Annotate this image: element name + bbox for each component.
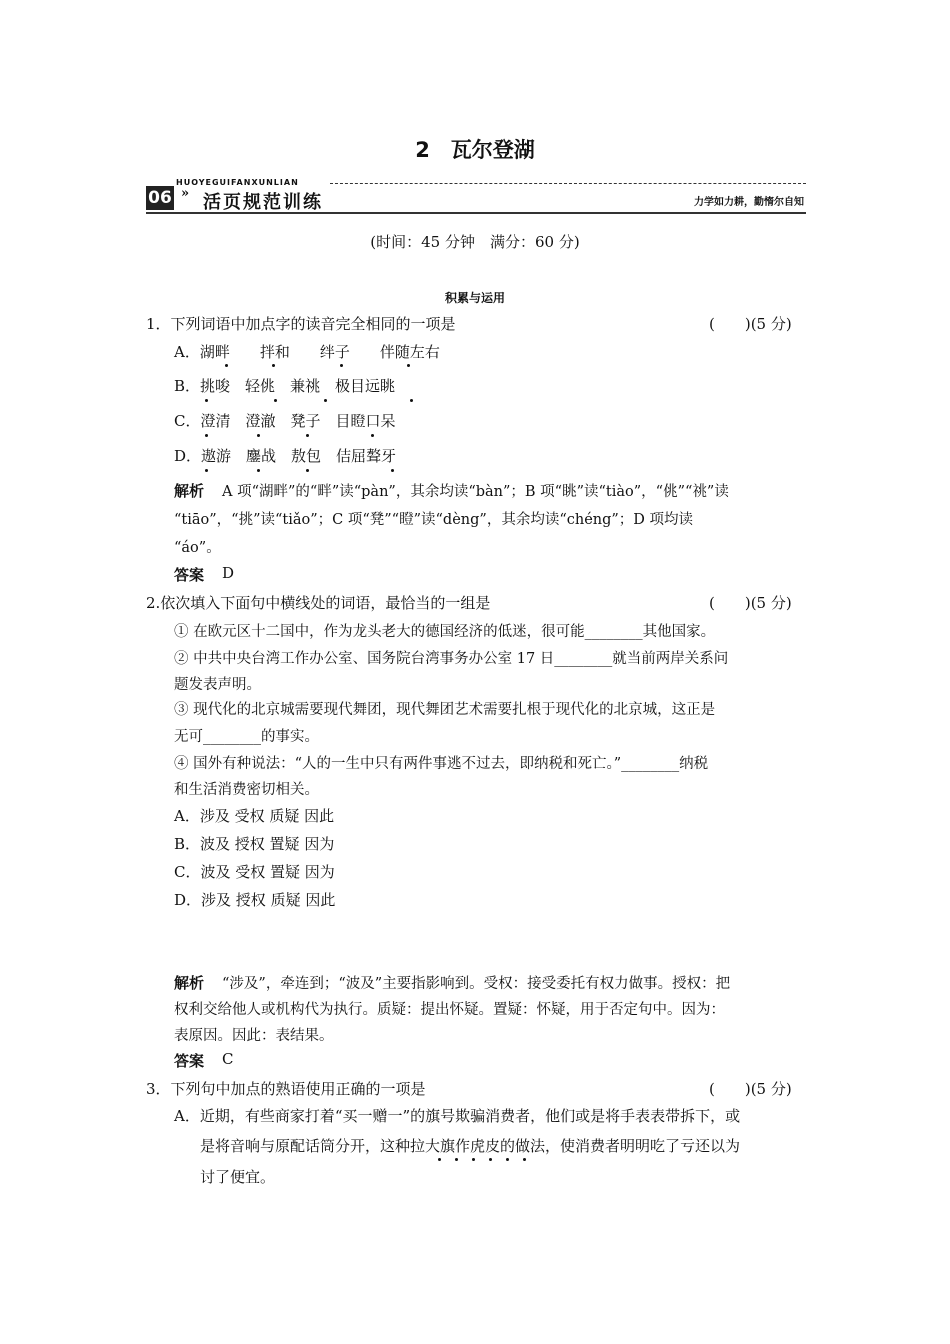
- q1-analysis-label: 解析: [174, 482, 205, 500]
- double-chevron-icon: »: [181, 186, 190, 201]
- page-title: 2 瓦尔登湖: [415, 138, 535, 162]
- q3-option-a-line: 讨了便宜。: [200, 1168, 276, 1186]
- q1-stem: 1．下列词语中加点字的读音完全相同的一项是: [146, 315, 456, 333]
- emphasis-dot: [257, 434, 260, 437]
- q3-option-a-line: 是将音响与原配话筒分开，这种拉大旗作虎皮的做法，使消费者明明吃了亏还以为: [200, 1137, 741, 1155]
- emphasis-dot: [391, 469, 394, 472]
- q2-analysis-label: 解析: [174, 974, 205, 992]
- banner-motto: 力学如力耕，勤惰尔自知: [694, 197, 804, 208]
- q2-answer-label: 答案: [174, 1052, 205, 1070]
- q1-analysis-line: A 项“湖畔”的“畔”读“pàn”，其余均读“bàn”；B 项“眺”读“tiào”，“佻”“祧”读: [222, 484, 729, 500]
- emphasis-dot: [523, 1158, 526, 1161]
- emphasis-dot: [340, 364, 343, 367]
- time-info: (时间：45 分钟 满分：60 分): [370, 233, 580, 251]
- banner-label: 活页规范训练: [203, 192, 323, 213]
- q2-analysis-line: “涉及”，牵连到；“波及”主要指影响到。受权：接受委托有权力做事。授权：把: [222, 976, 731, 992]
- q1-score: ( )(5 分): [709, 315, 792, 333]
- emphasis-dot: [472, 1158, 475, 1161]
- emphasis-dot: [438, 1158, 441, 1161]
- emphasis-dot: [272, 364, 275, 367]
- q3-stem: 3．下列句中加点的熟语使用正确的一项是: [146, 1080, 426, 1098]
- emphasis-dot: [205, 399, 208, 402]
- q2-sentence: ② 中共中央台湾工作办公室、国务院台湾事务办公室 17 日________就当前两岸关系问: [174, 651, 729, 667]
- q2-sentence: 题发表声明。: [174, 677, 261, 693]
- q3-score: ( )(5 分): [709, 1080, 792, 1098]
- banner-pinyin: HUOYEGUIFANXUNLIAN: [176, 178, 299, 187]
- q2-sentence: 无可________的事实。: [174, 729, 319, 745]
- emphasis-dot: [407, 364, 410, 367]
- emphasis-dot: [455, 1158, 458, 1161]
- q2-sentence: ③ 现代化的北京城需要现代舞团，现代舞团艺术需要扎根于现代化的北京城，这正是: [174, 702, 716, 718]
- q1-answer: D: [222, 564, 235, 582]
- emphasis-dot: [257, 469, 260, 472]
- q2-option-c: C．波及 受权 置疑 因为: [174, 863, 335, 881]
- emphasis-dot: [489, 1158, 492, 1161]
- emphasis-dot: [205, 434, 208, 437]
- emphasis-dot: [274, 399, 277, 402]
- q2-option-a: A．涉及 受权 质疑 因此: [174, 807, 335, 825]
- q1-analysis-line: “tiāo”，“挑”读“tiǎo”；C 项“凳”“瞪”读“dèng”，其余均读“chéng”；D 项均读: [174, 512, 694, 528]
- q2-sentence: ④ 国外有种说法：“人的一生中只有两件事逃不过去，即纳税和死亡。”________纳税: [174, 756, 709, 772]
- q2-option-b: B．波及 授权 置疑 因为: [174, 835, 335, 853]
- q1-analysis-line: “áo”。: [174, 540, 221, 556]
- emphasis-dot: [506, 1158, 509, 1161]
- q2-analysis-line: 表原因。因此：表结果。: [174, 1028, 334, 1044]
- q1-option-a: A．湖畔 拌和 绊子 伴随左右: [174, 343, 440, 361]
- q2-sentence: ① 在欧元区十二国中，作为龙头老大的德国经济的低迷，很可能________其他国家。: [174, 624, 716, 640]
- emphasis-dot: [306, 469, 309, 472]
- emphasis-dot: [410, 399, 413, 402]
- emphasis-dot: [371, 434, 374, 437]
- banner-dashed-divider: [330, 183, 806, 184]
- emphasis-dot: [306, 434, 309, 437]
- q2-score: ( )(5 分): [709, 594, 792, 612]
- q2-option-d: D．涉及 授权 质疑 因此: [174, 891, 336, 909]
- q2-analysis-line: 权利交给他人或机构代为执行。质疑：提出怀疑。置疑：怀疑，用于否定句中。因为：: [174, 1002, 725, 1018]
- q1-answer-label: 答案: [174, 566, 205, 584]
- q2-stem: 2.依次填入下面句中横线处的词语，最恰当的一组是: [146, 594, 491, 612]
- q2-sentence: 和生活消费密切相关。: [174, 782, 319, 798]
- q3-option-a-line: A．近期，有些商家打着“买一赠一”的旗号欺骗消费者，他们或是将手表表带拆下，或: [174, 1107, 741, 1125]
- q1-option-b: B．挑唆 轻佻 兼祧 极目远眺: [174, 377, 396, 395]
- emphasis-dot: [225, 364, 228, 367]
- emphasis-dot: [324, 399, 327, 402]
- banner-number-badge: 06: [146, 186, 174, 210]
- banner-divider: [146, 212, 806, 214]
- q1-option-d: D．遨游 鏖战 敖包 佶屈聱牙: [174, 447, 397, 465]
- q2-answer: C: [222, 1050, 234, 1068]
- emphasis-dot: [205, 469, 208, 472]
- section-title: 积累与运用: [444, 291, 505, 305]
- q1-option-c: C．澄清 澄澈 凳子 目瞪口呆: [174, 412, 396, 430]
